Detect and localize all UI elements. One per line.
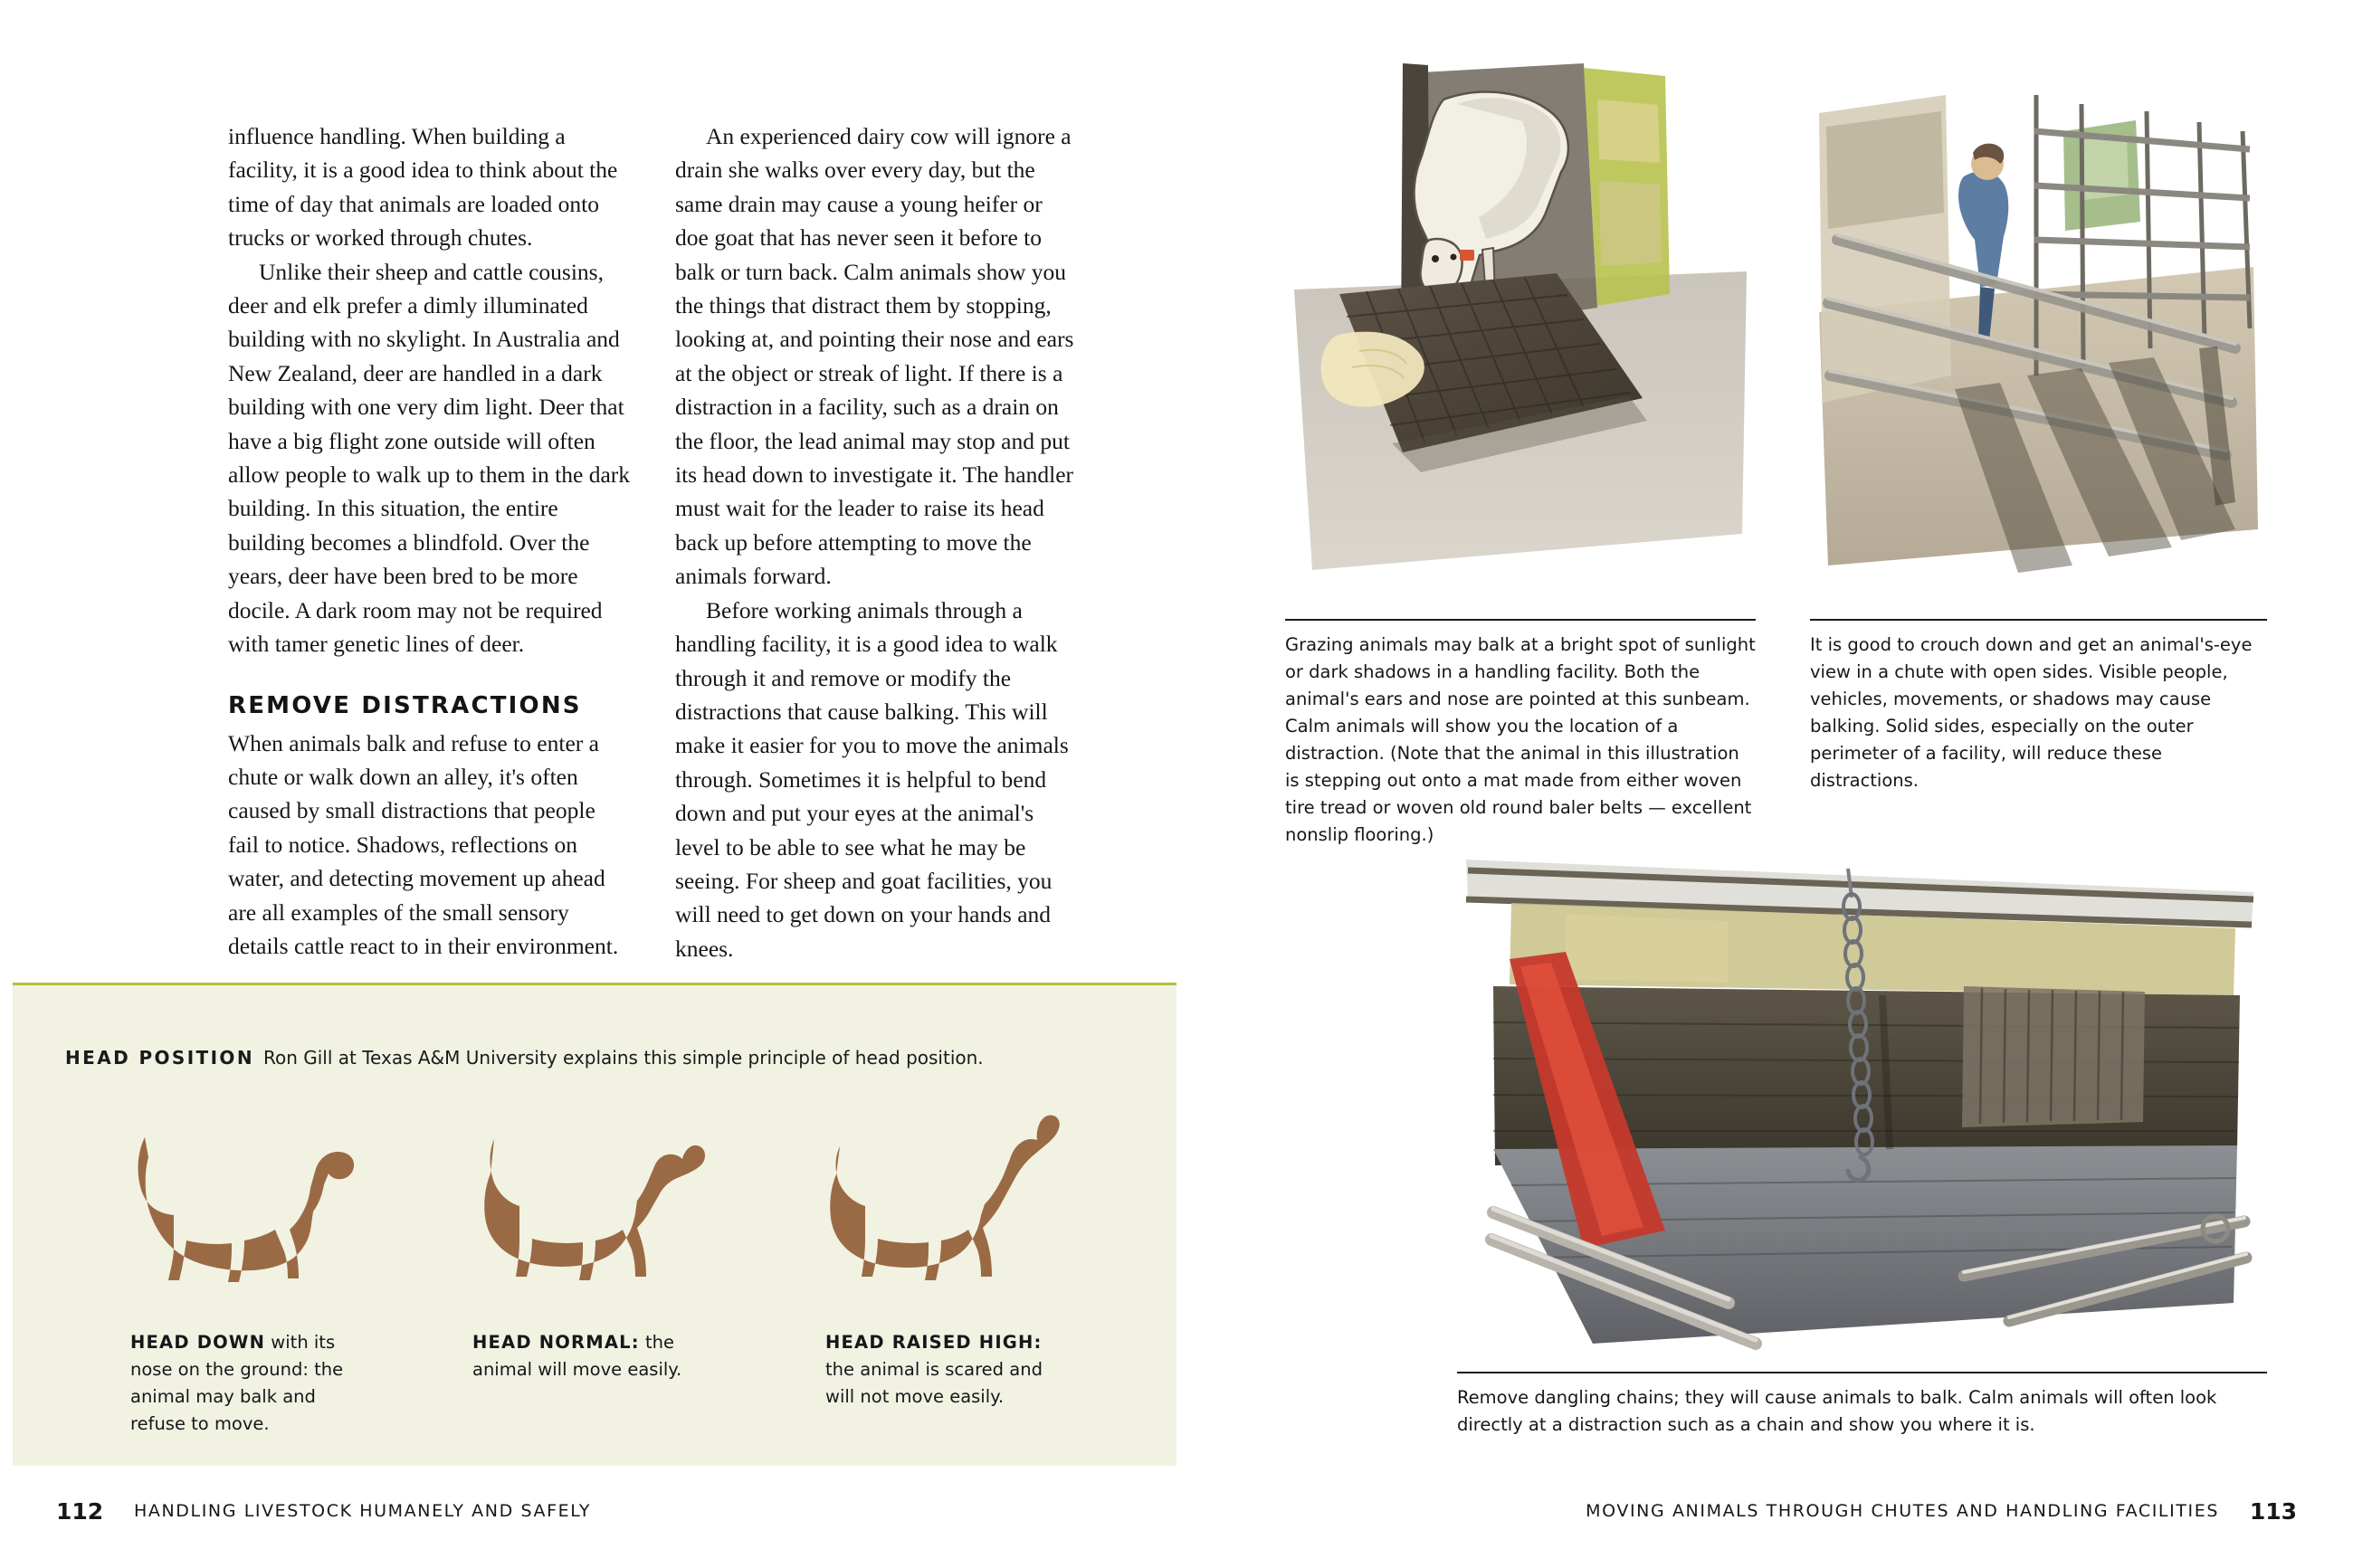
figure-caption-chute-open-sides: It is good to crouch down and get an animal's-eye view in a chute with open sides. Visible people, vehicles, movements, or shadows may cause balking. Solid sides, especially on the outer perimeter of a facility, will reduce these distractions. bbox=[1810, 634, 2253, 791]
caption-rule bbox=[1810, 619, 2267, 621]
body-columns bbox=[228, 119, 1079, 965]
page-number-right: 113 bbox=[2249, 1498, 2297, 1525]
figure-caption-cow-on-mat: Grazing animals may balk at a bright spot of sunlight or dark shadows in a handling facility. Both the animal's ears and nose are pointed at this sunbeam. Calm animals will show you the location of a distraction. (Note that the animal in this illustration is stepping out onto a mat made from either woven tire tread or woven old round baler belts — excellent nonslip flooring.) bbox=[1285, 634, 1756, 845]
cow-caption-text: the animal will move easily. bbox=[472, 1332, 682, 1380]
sidebar-description: Ron Gill at Texas A&M University explains this simple principle of head position. bbox=[262, 1047, 984, 1069]
cow-caption-head-normal bbox=[472, 1329, 699, 1383]
cow-head-raised-high-icon bbox=[825, 1112, 1097, 1311]
left-page bbox=[0, 0, 1176, 1568]
sidebar-head-position bbox=[13, 983, 1180, 1466]
running-head-left: HANDLING LIVESTOCK HUMANELY AND SAFELY bbox=[134, 1501, 592, 1521]
caption-rule bbox=[1457, 1372, 2267, 1373]
sidebar-label: HEAD POSITION bbox=[65, 1047, 254, 1069]
cow-caption-head-raised bbox=[825, 1329, 1052, 1411]
cow-head-down-icon bbox=[110, 1112, 382, 1311]
figure-dangling-chain bbox=[1457, 851, 2262, 1366]
paragraph: Before working animals through a handling facility, it is a good idea to walk through it and remove or modify the distractions that cause balking. This will make it easier for you to move the animals through. Sometimes it is helpful to bend down and put your eyes at the animal's level to be able to see what he may be seeing. For sheep and goat facilities, you will need to get down on your hands and knees. bbox=[675, 596, 1069, 962]
cow-caption-title: HEAD DOWN bbox=[130, 1332, 266, 1353]
sidebar-title-row bbox=[65, 1047, 1133, 1069]
right-page bbox=[1176, 0, 2353, 1568]
page-number-left: 112 bbox=[56, 1498, 104, 1525]
paragraph: An experienced dairy cow will ignore a drain she walks over every day, but the same drain may cause a young heifer or doe goat that has never seen it before to balk or turn back. Calm animals show you the things that distract them by stopping, looking at, and pointing their nose and ears at the object or streak of light. If there is a distraction in a facility, such as a drain on the floor, the lead animal may stop and put its head down to investigate it. The handler must wait for the leader to raise its head back up before attempting to move the animals forward. bbox=[675, 123, 1074, 590]
cow-caption-text: the animal is scared and will not move easily. bbox=[825, 1359, 1043, 1407]
figure-caption-dangling-chain: Remove dangling chains; they will cause animals to balk. Calm animals will often look directly at a distraction such as a chain and show you where it is. bbox=[1457, 1387, 2217, 1435]
cow-head-normal-icon bbox=[472, 1112, 744, 1311]
cow-caption-row bbox=[65, 1329, 1151, 1465]
cow-figure-row bbox=[65, 1112, 1133, 1311]
cow-caption-title: HEAD NORMAL: bbox=[472, 1332, 640, 1353]
cow-caption-text: with its nose on the ground: the animal may balk and refuse to move. bbox=[130, 1332, 344, 1434]
figure-cow-on-mat bbox=[1285, 63, 1756, 602]
paragraph: When animals balk and refuse to enter a chute or walk down an alley, it's often caused by small distractions that people fail to notice. Shadows, reflections on water, and detecting movement up ahead are all examples of the small sensory details cattle react to in their environment. bbox=[228, 729, 619, 959]
paragraph: influence handling. When building a facility, it is a good idea to think about the time of day that animals are loaded onto trucks or worked through chutes. bbox=[228, 123, 618, 252]
column-two bbox=[675, 119, 1079, 965]
running-head-right: MOVING ANIMALS THROUGH CHUTES AND HANDLING FACILITIES bbox=[1586, 1501, 2219, 1521]
paragraph: Unlike their sheep and cattle cousins, deer and elk prefer a dimly illuminated building with no skylight. In Australia and New Zealand, deer are handled in a dark building with one very dim light. Deer that have a big flight zone outside will often allow people to walk up to them in the dark building. In this situation, the entire building becomes a blindfold. Over the years, deer have been bred to be more docile. A dark room may not be required with tamer genetic lines of deer. bbox=[228, 258, 631, 658]
cow-caption-head-down bbox=[130, 1329, 357, 1438]
figure-chute-open-sides bbox=[1810, 77, 2262, 602]
cow-caption-title: HEAD RAISED HIGH: bbox=[825, 1332, 1043, 1353]
caption-rule bbox=[1285, 619, 1756, 621]
column-one bbox=[228, 119, 632, 965]
section-heading: REMOVE DISTRACTIONS bbox=[228, 691, 582, 719]
